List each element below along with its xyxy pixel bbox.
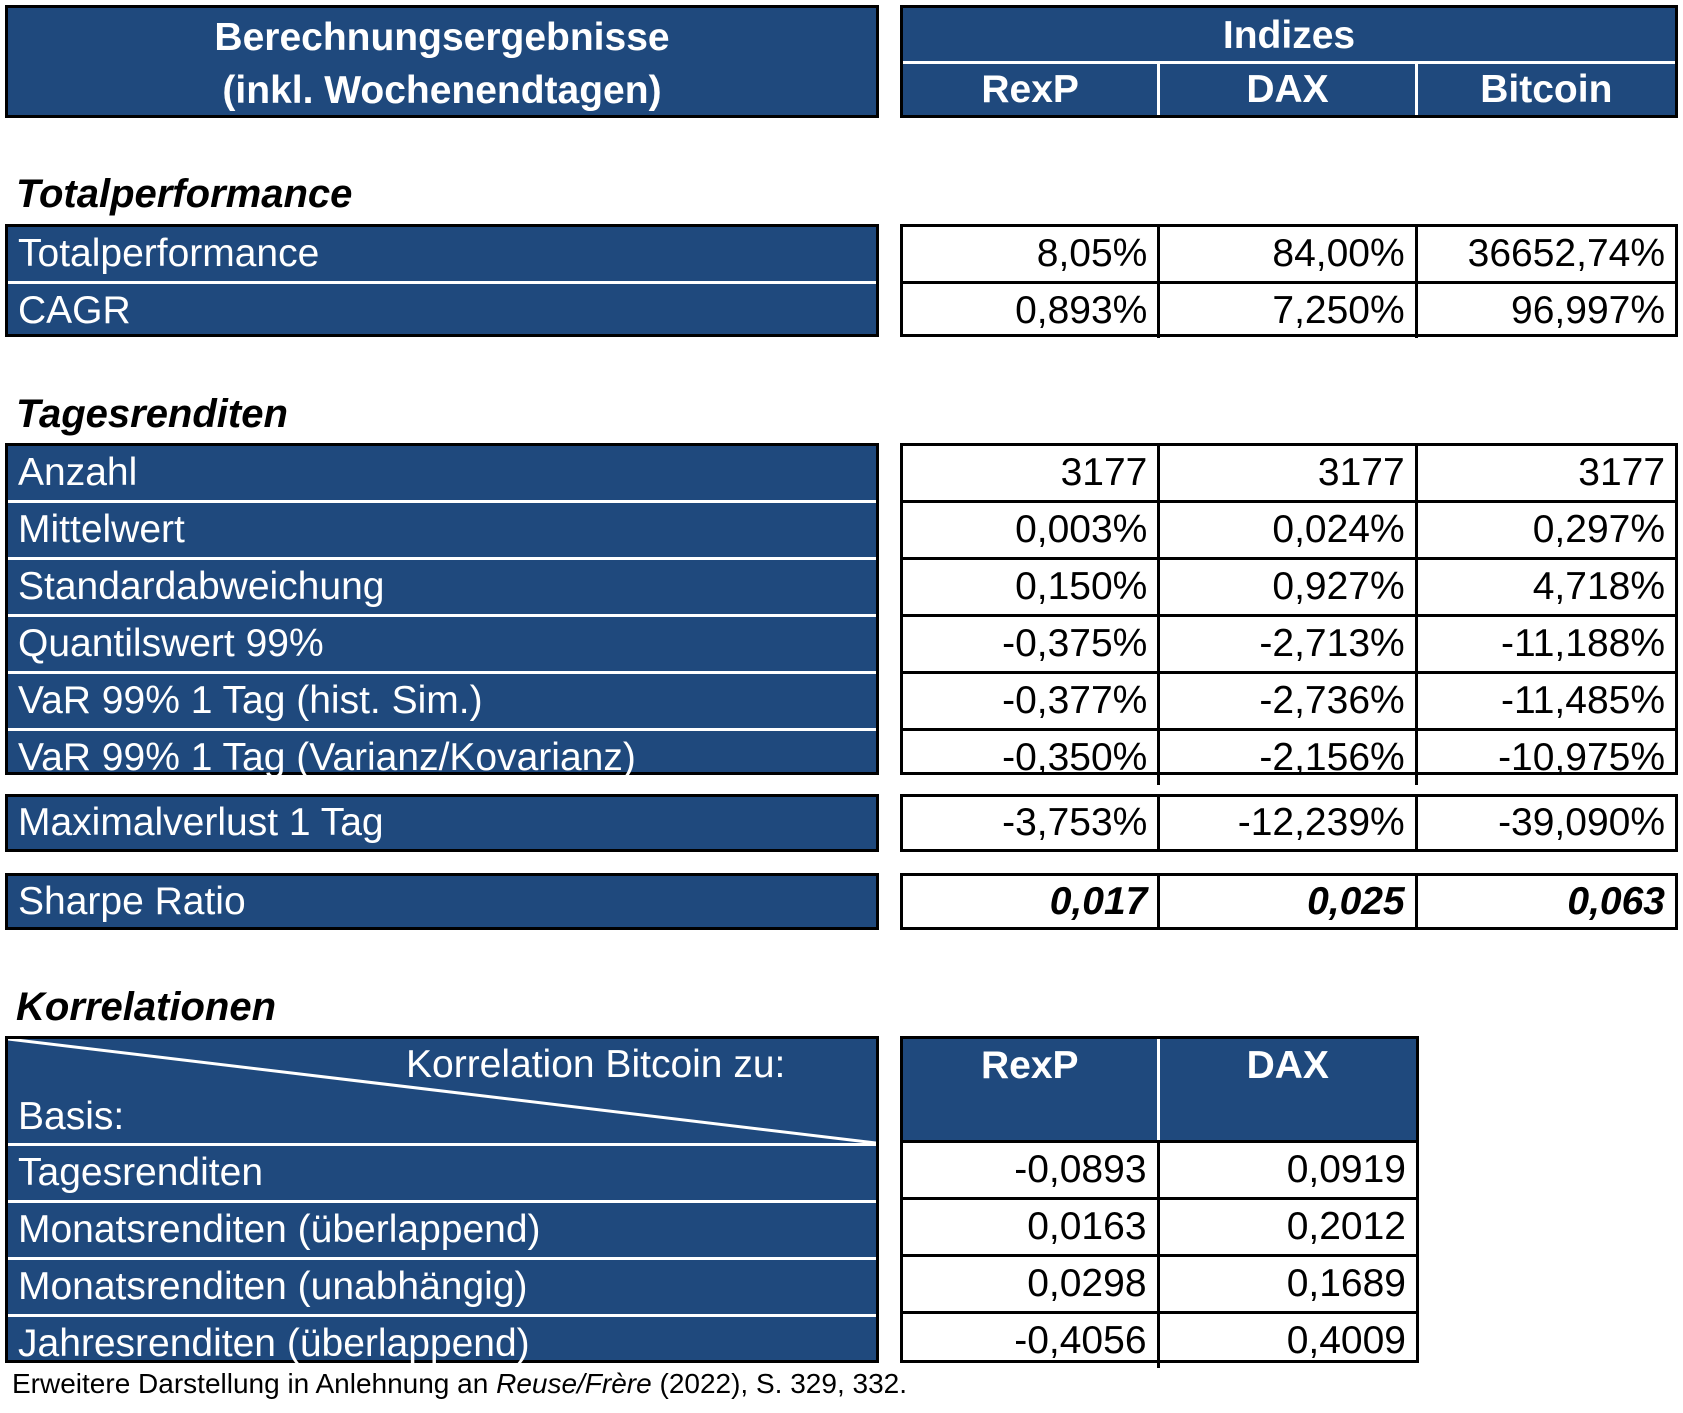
value-cell: 0,0919 xyxy=(1286,1148,1406,1191)
results-header-line1: Berechnungsergebnisse xyxy=(214,16,670,59)
value-cell: 8,05% xyxy=(903,227,1160,281)
value-cell: 0,4009 xyxy=(1286,1319,1406,1362)
row-label-monatsrenditen-unabhaengig: Monatsrenditen (unabhängig) xyxy=(8,1260,876,1317)
table-row xyxy=(903,560,1675,617)
sharpe-label-box xyxy=(5,873,879,930)
column-header-bitcoin: Bitcoin xyxy=(1480,68,1613,111)
results-header-line2: (inkl. Wochenendtagen) xyxy=(222,69,662,112)
value-cell: -11,188% xyxy=(1500,622,1666,665)
table-row xyxy=(903,1257,1416,1314)
korrelationen-labels xyxy=(5,1036,879,1363)
value-cell: 36652,74% xyxy=(1467,232,1666,275)
table-row xyxy=(903,617,1675,674)
table-row xyxy=(903,446,1675,503)
table-row xyxy=(903,227,1675,284)
row-label-totalperformance: Totalperformance xyxy=(8,227,876,284)
row-label-standardabweichung: Standardabweichung xyxy=(8,560,876,617)
value-cell: 0,025 xyxy=(1160,876,1417,927)
table-row xyxy=(903,1143,1416,1200)
value-cell: -0,4056 xyxy=(903,1314,1160,1368)
value-cell: -0,375% xyxy=(903,617,1160,671)
table-row xyxy=(903,876,1675,927)
footnote-prefix: Erweitere Darstellung in Anlehnung an xyxy=(12,1368,497,1399)
section-title-korrelationen: Korrelationen xyxy=(16,985,277,1029)
value-cell: 3177 xyxy=(1160,446,1417,500)
indizes-header xyxy=(900,5,1678,118)
value-cell: 84,00% xyxy=(1160,227,1417,281)
value-cell: 3177 xyxy=(1578,451,1666,494)
value-cell: 0,0298 xyxy=(903,1257,1160,1311)
row-label-var-hist: VaR 99% 1 Tag (hist. Sim.) xyxy=(8,674,876,731)
value-cell: -39,090% xyxy=(1498,801,1666,844)
footnote-authors: Reuse/Frère xyxy=(496,1368,652,1399)
table-row xyxy=(903,1314,1416,1368)
totalperformance-labels xyxy=(5,224,879,337)
value-cell: 3177 xyxy=(903,446,1160,500)
column-header-dax: DAX xyxy=(1246,1044,1329,1087)
table-row xyxy=(903,797,1675,849)
tagesrenditen-values xyxy=(900,443,1678,779)
column-header-rexp: RexP xyxy=(903,64,1160,115)
table-row xyxy=(903,674,1675,731)
value-cell: 0,893% xyxy=(903,284,1160,338)
indizes-title: Indizes xyxy=(903,8,1675,64)
row-label-mittelwert: Mittelwert xyxy=(8,503,876,560)
value-cell: -2,736% xyxy=(1160,674,1417,728)
value-cell: -2,713% xyxy=(1160,617,1417,671)
totalperformance-values xyxy=(900,224,1678,337)
value-cell: 0,150% xyxy=(903,560,1160,614)
corner-bottom-label: Basis: xyxy=(18,1095,125,1138)
row-label-quantilswert: Quantilswert 99% xyxy=(8,617,876,674)
row-label-maximalverlust: Maximalverlust 1 Tag xyxy=(18,801,384,844)
column-header-dax: DAX xyxy=(1160,64,1417,115)
row-label-monatsrenditen-ueberlappend: Monatsrenditen (überlappend) xyxy=(8,1203,876,1260)
value-cell: 0,024% xyxy=(1160,503,1417,557)
tagesrenditen-labels xyxy=(5,443,879,779)
results-header xyxy=(5,5,879,118)
value-cell: 0,0163 xyxy=(903,1200,1160,1254)
korrelationen-column-header xyxy=(900,1036,1419,1143)
row-label-tagesrenditen: Tagesrenditen xyxy=(8,1146,876,1203)
value-cell: 0,2012 xyxy=(1286,1205,1406,1248)
table-row xyxy=(903,503,1675,560)
corner-cell xyxy=(8,1039,876,1146)
value-cell: 4,718% xyxy=(1532,565,1666,608)
maximalverlust-label-box xyxy=(5,794,879,852)
value-cell: -11,485% xyxy=(1500,679,1666,722)
value-cell: -0,0893 xyxy=(903,1143,1160,1197)
footnote-suffix: (2022), S. 329, 332. xyxy=(651,1368,907,1399)
value-cell: 0,927% xyxy=(1160,560,1417,614)
row-label-anzahl: Anzahl xyxy=(8,446,876,503)
row-label-sharpe: Sharpe Ratio xyxy=(18,880,246,923)
value-cell: -3,753% xyxy=(903,797,1160,849)
value-cell: -0,350% xyxy=(903,731,1160,785)
section-title-tagesrenditen: Tagesrenditen xyxy=(16,392,288,436)
value-cell: 96,997% xyxy=(1511,289,1666,332)
value-cell: 0,017 xyxy=(903,876,1160,927)
table-row xyxy=(903,284,1675,338)
value-cell: 7,250% xyxy=(1160,284,1417,338)
row-label-cagr: CAGR xyxy=(18,289,131,332)
sharpe-values xyxy=(900,873,1678,930)
column-header-rexp: RexP xyxy=(903,1039,1160,1140)
value-cell: 0,003% xyxy=(903,503,1160,557)
value-cell: 0,063 xyxy=(1567,880,1666,923)
korrelationen-columns xyxy=(903,1039,1416,1140)
value-cell: -12,239% xyxy=(1160,797,1417,849)
corner-top-label: Korrelation Bitcoin zu: xyxy=(406,1043,786,1086)
value-cell: -0,377% xyxy=(903,674,1160,728)
row-label-var-kovarianz: VaR 99% 1 Tag (Varianz/Kovarianz) xyxy=(18,736,636,779)
table-row xyxy=(903,731,1675,785)
row-label-jahresrenditen: Jahresrenditen (überlappend) xyxy=(18,1322,530,1365)
section-title-totalperformance: Totalperformance xyxy=(16,172,353,216)
korrelationen-values xyxy=(900,1143,1419,1363)
maximalverlust-values xyxy=(900,794,1678,852)
value-cell: 0,297% xyxy=(1532,508,1666,551)
table-row xyxy=(903,1200,1416,1257)
value-cell: -2,156% xyxy=(1160,731,1417,785)
indizes-columns xyxy=(903,64,1675,115)
footnote xyxy=(12,1368,907,1400)
value-cell: -10,975% xyxy=(1498,736,1666,779)
value-cell: 0,1689 xyxy=(1286,1262,1406,1305)
